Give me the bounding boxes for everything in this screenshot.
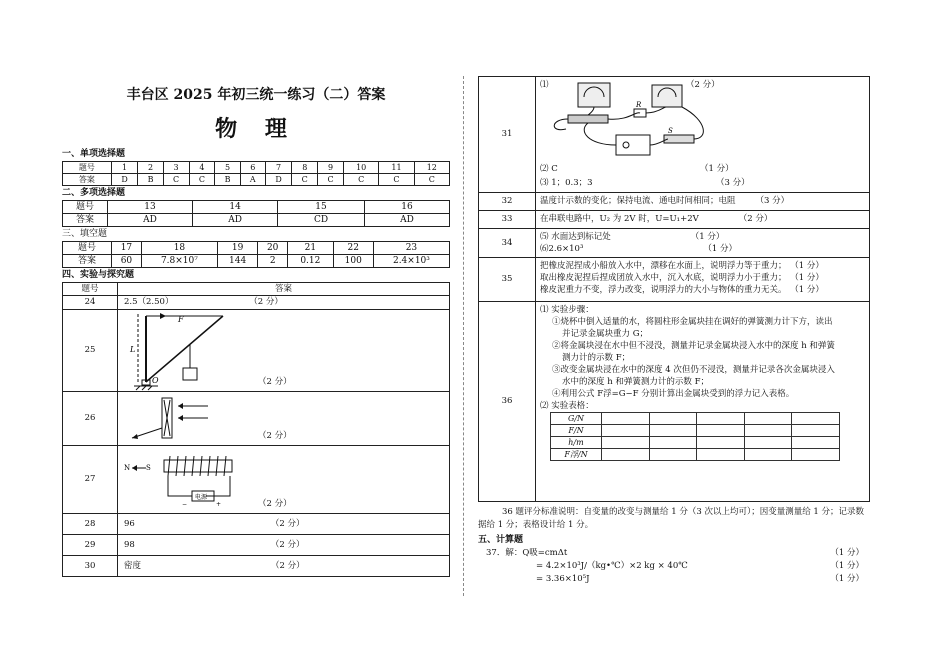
answer-cell xyxy=(536,229,870,258)
table-row: G/N xyxy=(551,413,840,425)
answer-text: 密度 xyxy=(124,560,142,571)
table-row xyxy=(63,535,450,556)
answer-line: ⑵ C （1 分） xyxy=(540,164,734,174)
points: （2 分） xyxy=(686,80,720,90)
multi-choice-table xyxy=(62,200,450,227)
table-cell: 13 xyxy=(108,201,193,214)
table-cell: 7 xyxy=(265,162,292,174)
points: （1 分） xyxy=(690,232,725,242)
question-number: 25 xyxy=(63,310,118,392)
row-label: 题号 xyxy=(63,201,108,214)
lever-diagram xyxy=(128,310,248,392)
answer-line: ⑴ （2 分） xyxy=(540,80,720,90)
section-single-choice-title: 一、单项选择题 xyxy=(62,149,126,159)
answer-cell xyxy=(536,193,870,211)
table-cell: B xyxy=(138,174,163,186)
table-cell: 3 xyxy=(163,162,189,174)
step-text: 水中的深度 h 和弹簧测力计的示数 F； xyxy=(562,377,709,387)
table-cell: C xyxy=(318,174,344,186)
points: （1 分） xyxy=(794,273,824,283)
answer-cell xyxy=(536,77,870,193)
table-cell: 15 xyxy=(278,201,365,214)
table-row xyxy=(63,214,450,227)
table-cell: 8 xyxy=(292,162,318,174)
points: （3 分） xyxy=(755,196,790,206)
row-label: 答案 xyxy=(63,255,112,268)
table-cell: AD xyxy=(108,214,193,227)
answer-cell xyxy=(536,302,870,502)
table-cell: C xyxy=(344,174,379,186)
fill-blank-table xyxy=(62,241,450,268)
section-calc-title: 五、计算题 xyxy=(478,535,524,545)
table-cell: 20 xyxy=(258,242,288,255)
table-cell: 19 xyxy=(217,242,257,255)
points: （1 分） xyxy=(703,244,737,254)
answer-cell xyxy=(118,446,450,514)
table-cell: C xyxy=(189,174,215,186)
table-row xyxy=(63,242,450,255)
table-cell: 6 xyxy=(240,162,265,174)
answer-text: 98 xyxy=(124,539,135,550)
answer-cell xyxy=(536,211,870,229)
table-cell: CD xyxy=(278,214,365,227)
table-cell: C xyxy=(163,174,189,186)
minus-sign: − xyxy=(182,501,188,508)
step-text: ③改变金属块浸在水中的深度 4 次但仍不浸没，测量并记录各次金属块浸入 xyxy=(552,365,835,375)
table-cell: AD xyxy=(193,214,278,227)
question-number: 28 xyxy=(63,514,118,535)
row-label: 答案 xyxy=(63,214,108,227)
table-cell: 12 xyxy=(414,162,449,174)
table-cell: 2.4×10³ xyxy=(373,255,449,268)
table-row xyxy=(63,162,450,174)
experiment-table xyxy=(62,282,450,577)
answer-text: ⑹2.6×10³ xyxy=(540,244,584,254)
switch-label: S xyxy=(668,127,673,135)
question-number: 34 xyxy=(479,229,536,258)
section-fill-title: 三、填空题 xyxy=(62,229,108,239)
answer-text: 橡皮泥重力不变，浮力改变，说明浮力的大小与物体的重力无关。 xyxy=(540,285,787,295)
question-number: 35 xyxy=(479,258,536,302)
table-cell: 144 xyxy=(217,255,257,268)
section-experiment-title: 四、实验与探究题 xyxy=(62,270,135,280)
answer-cell xyxy=(118,514,450,535)
circuit-diagram xyxy=(548,81,718,161)
points: （2 分） xyxy=(738,214,773,224)
row-label: 题号 xyxy=(63,242,112,255)
row-label: 题号 xyxy=(63,162,112,174)
question-number: 31 xyxy=(479,77,536,193)
question-number: 33 xyxy=(479,211,536,229)
north-label: N xyxy=(124,464,131,472)
table-cell: 100 xyxy=(333,255,373,268)
grading-note: 36 题评分标准说明：自变量的改变与测量给 1 分（3 次以上均可）；因变量测量给 1 分；记录数据给 1 分；表格设计给 1 分。 xyxy=(478,507,865,530)
table-cell: C xyxy=(292,174,318,186)
answer-cell xyxy=(118,310,450,392)
header-cell: 题号 xyxy=(63,283,118,296)
table-row xyxy=(479,229,870,258)
question-number: 36 xyxy=(479,302,536,502)
step-text: 并记录金属块重力 G； xyxy=(562,329,648,339)
table-cell: B xyxy=(215,174,240,186)
answer-text: 2.5（2.50） xyxy=(124,297,174,307)
points: （2 分） xyxy=(253,297,283,307)
electromagnet-diagram xyxy=(122,446,252,514)
table-row xyxy=(479,77,870,193)
answer-text: 取出橡皮泥捏后捏成团放入水中，沉入水底，说明浮力小于重力； xyxy=(540,273,787,283)
table-cell: AD xyxy=(364,214,449,227)
answer-text: 在串联电路中，U₂ 为 2V 时，U=U₁+2V xyxy=(540,214,699,224)
table-cell: 60 xyxy=(112,255,142,268)
plus-sign: + xyxy=(216,501,222,508)
table-cell: 22 xyxy=(333,242,373,255)
table-row: h/m xyxy=(551,437,840,449)
table-cell: D xyxy=(265,174,292,186)
right-column xyxy=(478,76,870,586)
step-heading: ⑴ 实验步骤： xyxy=(540,305,594,315)
table-cell: A xyxy=(240,174,265,186)
table-row xyxy=(63,392,450,446)
experiment-table-continued xyxy=(478,76,870,502)
step-text: ④利用公式 F浮=G−F 分别计算出金属块受到的浮力记入表格。 xyxy=(552,389,795,399)
table-cell: 16 xyxy=(364,201,449,214)
points: （1 分） xyxy=(794,285,824,295)
arm-label: L xyxy=(130,345,136,354)
table-heading: ⑵ 实验表格： xyxy=(540,401,594,411)
table-row: F浮/N xyxy=(551,449,840,461)
table-cell: 10 xyxy=(344,162,379,174)
table-cell: 9 xyxy=(318,162,344,174)
row-label: 答案 xyxy=(63,174,112,186)
calc-line: = 4.2×10³J/（kg•℃）×2 kg × 40℃ xyxy=(536,561,688,571)
table-cell: D xyxy=(111,174,138,186)
points: （1 分） xyxy=(830,561,864,571)
answer-text: 温度计示数的变化；保持电流、通电时间相同；电阻 xyxy=(540,196,736,206)
answer-cell xyxy=(118,296,450,310)
resistor-label: R xyxy=(636,101,642,109)
table-row xyxy=(63,310,450,392)
single-choice-table xyxy=(62,161,450,186)
table-row xyxy=(479,211,870,229)
points: （2 分） xyxy=(270,539,305,550)
points: （1 分） xyxy=(830,574,864,584)
answer-cell xyxy=(118,535,450,556)
page-title: 丰台区 2025 年初三统一练习（二）答案 xyxy=(126,87,386,103)
points: （2 分） xyxy=(271,560,305,571)
table-cell: C xyxy=(379,174,414,186)
step-text: 测力计的示数 F； xyxy=(562,353,631,363)
section-multi-choice-title: 二、多项选择题 xyxy=(62,188,126,198)
points: （1 分） xyxy=(794,261,824,271)
calc-answer xyxy=(478,547,870,586)
pivot-label: O xyxy=(152,376,159,385)
question-number: 29 xyxy=(63,535,118,556)
table-cell: 7.8×10⁷ xyxy=(141,255,217,268)
table-row xyxy=(63,255,450,268)
calc-line: = 3.36×10⁵J xyxy=(536,574,590,584)
question-number: 26 xyxy=(63,392,118,446)
points: （1 分） xyxy=(700,164,734,174)
points: （2 分） xyxy=(258,377,292,387)
south-label: S xyxy=(146,464,151,472)
step-text: ①烧杯中倒入适量的水，将圆柱形金属块挂在调好的弹簧测力计下方，读出 xyxy=(552,317,833,327)
force-label: F xyxy=(178,315,184,324)
table-row: F/N xyxy=(551,425,840,437)
table-row xyxy=(63,296,450,310)
points: （2 分） xyxy=(270,518,305,529)
question-number: 32 xyxy=(479,193,536,211)
table-cell: 18 xyxy=(141,242,217,255)
table-header-row xyxy=(63,283,450,296)
points: （2 分） xyxy=(258,431,292,441)
table-cell: 11 xyxy=(379,162,414,174)
data-record-table xyxy=(550,412,840,461)
table-cell: 2 xyxy=(258,255,288,268)
question-number: 27 xyxy=(63,446,118,514)
table-cell: 2 xyxy=(138,162,163,174)
table-cell: 17 xyxy=(112,242,142,255)
table-row xyxy=(479,193,870,211)
answer-cell xyxy=(118,392,450,446)
table-cell: C xyxy=(414,174,449,186)
calc-line: 37．解：Q吸=cmΔt xyxy=(486,548,568,558)
page-divider xyxy=(463,76,464,596)
step-text: ②将金属块浸在水中但不浸没，测量并记录金属块浸入水中的深度 h 和弹簧 xyxy=(552,341,835,351)
points: （1 分） xyxy=(830,548,864,558)
subject-title: 物 理 xyxy=(215,116,297,142)
table-row xyxy=(479,302,870,502)
header-cell: 答案 xyxy=(118,283,450,296)
power-label: 电源 xyxy=(195,494,208,501)
table-row xyxy=(63,201,450,214)
table-cell: 1 xyxy=(111,162,138,174)
table-cell: 14 xyxy=(193,201,278,214)
question-number: 30 xyxy=(63,556,118,577)
answer-text: ⑸ 水面达到标记处 xyxy=(540,232,611,242)
points: （2 分） xyxy=(258,499,292,509)
left-column xyxy=(62,78,450,577)
answer-line: ⑶ 1；0.3；3 （3 分） xyxy=(540,178,750,188)
answer-cell xyxy=(536,258,870,302)
table-row xyxy=(63,446,450,514)
table-cell: 4 xyxy=(189,162,215,174)
table-row xyxy=(63,514,450,535)
table-cell: 23 xyxy=(373,242,449,255)
table-row xyxy=(63,174,450,186)
question-number: 24 xyxy=(63,296,118,310)
answer-cell xyxy=(118,556,450,577)
table-cell: 0.12 xyxy=(288,255,333,268)
table-row xyxy=(479,258,870,302)
mirror-diagram xyxy=(128,392,238,446)
table-cell: 21 xyxy=(288,242,333,255)
table-cell: 5 xyxy=(215,162,240,174)
answer-text: 96 xyxy=(124,518,135,529)
answer-text: 把橡皮泥捏成小船放入水中，漂移在水面上，说明浮力等于重力； xyxy=(540,261,787,271)
table-row xyxy=(63,556,450,577)
points: （3 分） xyxy=(716,178,750,188)
